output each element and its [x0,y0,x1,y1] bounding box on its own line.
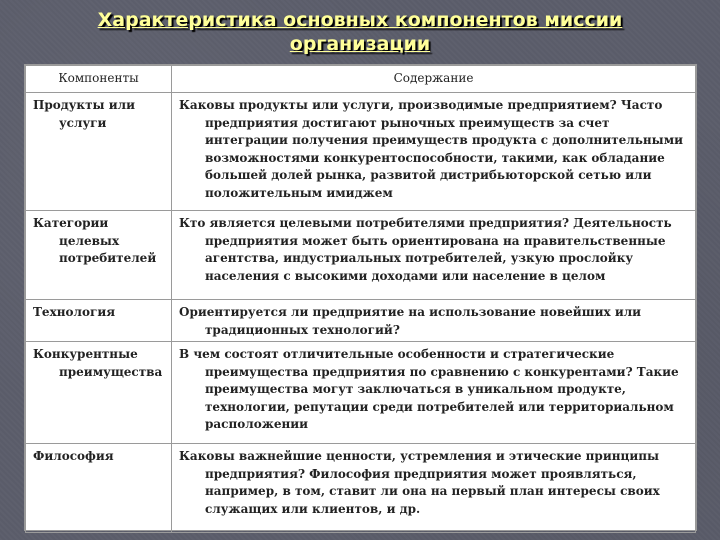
content-cell [172,211,696,300]
component-label: Философия [33,449,114,463]
table-row [26,211,696,300]
table-header-row [26,66,696,93]
content-text: Ориентируется ли предприятие на использование новейших или традиционных технологий? [179,305,642,337]
table-row [26,444,696,533]
component-cell [26,300,172,342]
slide-title-line-1: Характеристика основных компонентов миссии [97,9,623,31]
component-label: Категории целевых потребителей [33,216,157,265]
component-cell [26,93,172,211]
content-cell [172,444,696,533]
content-text: Кто является целевыми потребителями предприятия? Деятельность предприятия может быть ориентирована на правительственные агентства, индустриальных потребителей, узкую прослойку населения с высокими доходами или население в целом [179,216,672,283]
component-cell [26,444,172,533]
header-components: Компоненты [26,66,172,93]
component-label: Технология [33,305,116,319]
table-row [26,342,696,444]
slide-title [0,8,720,56]
mission-components-table [24,64,697,531]
component-label: Продукты или услуги [33,98,135,130]
table-row [26,300,696,342]
component-label: Конкурентные преимущества [33,347,163,379]
content-text: В чем состоят отличительные особенности и стратегические преимущества предприятия по сравнению с конкурентами? Такие преимущества могут заключаться в уникальном продукте, технологии, репутации среди потребителей или территориальном расположении [179,347,679,431]
header-content: Содержание [172,66,696,93]
component-cell [26,342,172,444]
component-cell [26,211,172,300]
content-text: Каковы важнейшие ценности, устремления и этические принципы предприятия? Философия предприятия может проявляться, например, в том, ставит ли она на первый план интересы своих служащих или клиентов, и др. [179,449,660,516]
content-cell [172,93,696,211]
content-text: Каковы продукты или услуги, производимые предприятием? Часто предприятия достигают рыночных преимуществ за счет интеграции получения преимуществ продукта с дополнительными возможностями конкурентоспособности, такими, как обладание большей долей рынка, развитой дистрибьюторской сетью или положительным имиджем [179,98,684,200]
content-cell [172,300,696,342]
slide-title-line-2: организации [289,33,431,55]
content-cell [172,342,696,444]
table-row [26,93,696,211]
